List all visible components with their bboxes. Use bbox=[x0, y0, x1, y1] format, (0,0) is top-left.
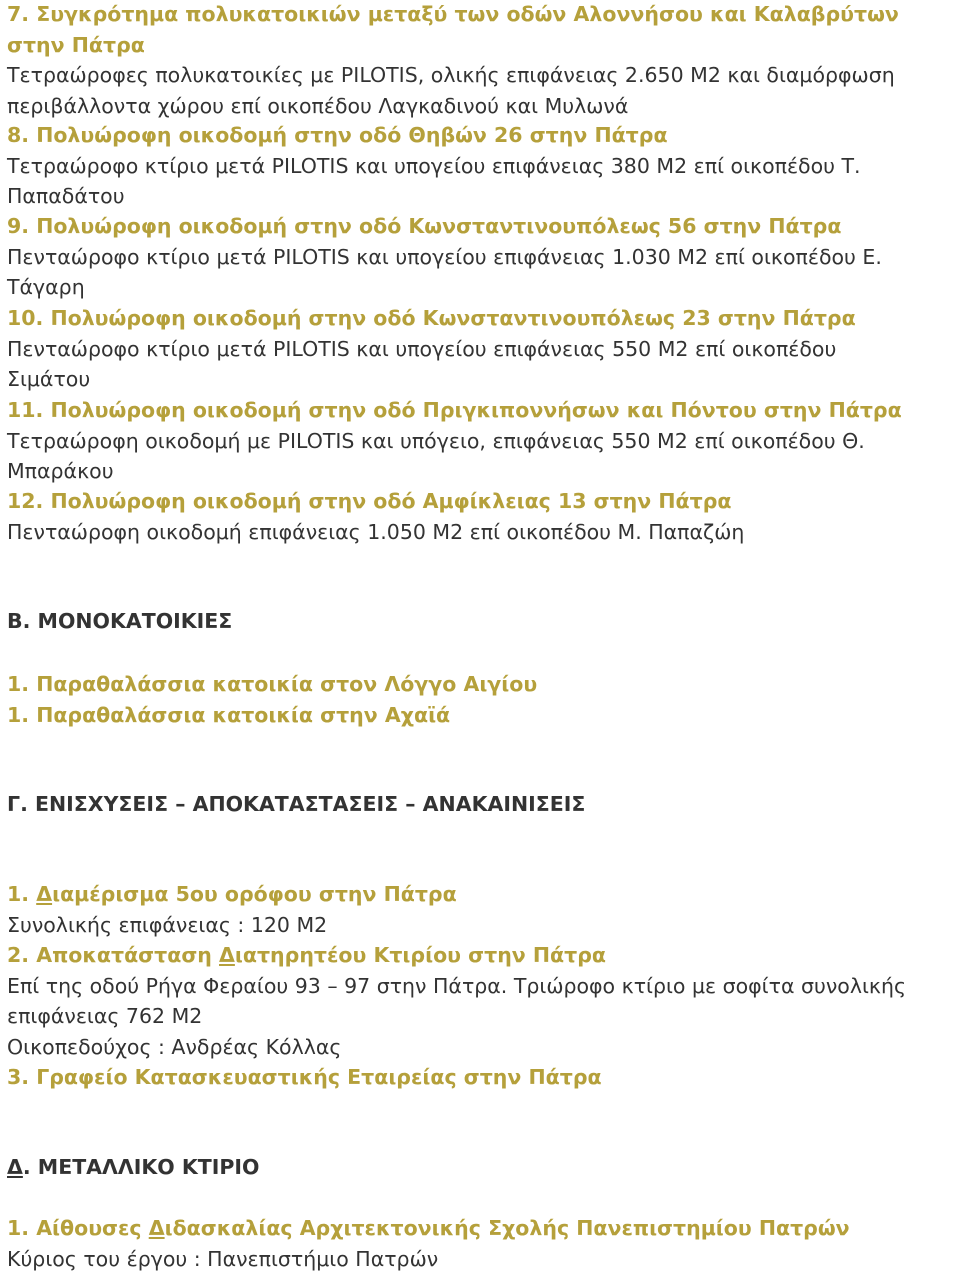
heading-dash: – bbox=[175, 792, 185, 816]
item-number: 1. bbox=[7, 882, 36, 906]
item-description: Τάγαρη bbox=[7, 272, 882, 303]
item-description: Τετραώροφες πολυκατοικίες με PILOTIS, ολικής επιφάνειας 2.650 Μ2 και διαμόρφωση bbox=[7, 60, 899, 91]
section-b-list bbox=[7, 669, 537, 730]
list-item-title bbox=[7, 940, 906, 971]
item-title: 11. Πολυώροφη οικοδομή στην οδό Πριγκιποννήσων και Πόντου στην Πάτρα bbox=[7, 395, 902, 426]
item-title: 7. Συγκρότημα πολυκατοικιών μεταξύ των οδών Αλοννήσου και Καλαβρύτων bbox=[7, 0, 899, 30]
list-item: 1. Παραθαλάσσια κατοικία στην Αχαϊά bbox=[7, 700, 537, 731]
section-heading-b: Β. ΜΟΝΟΚΑΤΟΙΚΙΕΣ bbox=[7, 606, 232, 637]
apartment-item-10 bbox=[7, 303, 856, 395]
item-description: Πενταώροφη οικοδομή επιφάνειας 1.050 Μ2 επί οικοπέδου Μ. Παπαζώη bbox=[7, 517, 744, 548]
heading-rest: . ΜΕΤΑΛΛΙΚΟ ΚΤΙΡΙΟ bbox=[23, 1155, 260, 1179]
item-description: Παπαδάτου bbox=[7, 181, 861, 212]
item-number: 2. bbox=[7, 943, 36, 967]
item-title: 12. Πολυώροφη οικοδομή στην οδό Αμφίκλειας 13 στην Πάτρα bbox=[7, 486, 744, 517]
heading-part: Γ. ΕΝΙΣΧΥΣΕΙΣ bbox=[7, 792, 175, 816]
item-description: Σιμάτου bbox=[7, 364, 856, 395]
list-item-title bbox=[7, 879, 906, 910]
apartment-item-12 bbox=[7, 486, 744, 547]
list-item: 1. Παραθαλάσσια κατοικία στον Λόγγο Αιγίου bbox=[7, 669, 537, 700]
item-title-before: Αποκατάσταση bbox=[36, 943, 219, 967]
list-item-title: 3. Γραφείο Κατασκευαστικής Εταιρείας στην Πάτρα bbox=[7, 1062, 906, 1093]
item-description: Οικοπεδούχος : Ανδρέας Κόλλας bbox=[7, 1032, 906, 1063]
apartment-item-11 bbox=[7, 395, 902, 487]
section-heading-c bbox=[7, 789, 585, 820]
item-title: 8. Πολυώροφη οικοδομή στην οδό Θηβών 26 στην Πάτρα bbox=[7, 120, 861, 151]
item-title-rest: ιατηρητέου Κτιρίου στην Πάτρα bbox=[235, 943, 606, 967]
underlined-letter: Δ bbox=[36, 882, 52, 906]
section-heading-d bbox=[7, 1152, 259, 1183]
item-description: Πενταώροφο κτίριο μετά PILOTIS και υπογείου επιφάνειας 550 Μ2 επί οικοπέδου bbox=[7, 334, 856, 365]
heading-part: ΑΠΟΚΑΤΑΣΤΑΣΕΙΣ bbox=[185, 792, 405, 816]
heading-part: ΑΝΑΚΑΙΝΙΣΕΙΣ bbox=[416, 792, 586, 816]
apartment-item-7 bbox=[7, 0, 899, 121]
item-description: Κύριος του έργου : Πανεπιστήμιο Πατρών bbox=[7, 1244, 850, 1274]
item-description: Τετραώροφο κτίριο μετά PILOTIS και υπογείου επιφάνειας 380 Μ2 επί οικοπέδου Τ. bbox=[7, 151, 861, 182]
heading-dash: – bbox=[405, 792, 415, 816]
item-description: επιφάνειας 762 Μ2 bbox=[7, 1001, 906, 1032]
section-d-list bbox=[7, 1213, 850, 1274]
item-title: 10. Πολυώροφη οικοδομή στην οδό Κωνσταντινουπόλεως 23 στην Πάτρα bbox=[7, 303, 856, 334]
apartment-item-8 bbox=[7, 120, 861, 212]
item-description: Μπαράκου bbox=[7, 456, 902, 487]
item-description: περιβάλλοντα χώρου επί οικοπέδου Λαγκαδινού και Μυλωνά bbox=[7, 91, 899, 122]
item-description: Πενταώροφο κτίριο μετά PILOTIS και υπογείου επιφάνειας 1.030 Μ2 επί οικοπέδου Ε. bbox=[7, 242, 882, 273]
item-title-rest: ιαμέρισμα 5ου ορόφου στην Πάτρα bbox=[52, 882, 457, 906]
item-description: Τετραώροφη οικοδομή με PILOTIS και υπόγειο, επιφάνειας 550 Μ2 επί οικοπέδου Θ. bbox=[7, 426, 902, 457]
underlined-letter: Δ bbox=[149, 1216, 165, 1240]
item-title: 9. Πολυώροφη οικοδομή στην οδό Κωνσταντινουπόλεως 56 στην Πάτρα bbox=[7, 211, 882, 242]
item-description: Συνολικής επιφάνειας : 120 Μ2 bbox=[7, 910, 906, 941]
list-item-title bbox=[7, 1213, 850, 1244]
underlined-letter: Δ bbox=[219, 943, 235, 967]
item-description: Επί της οδού Ρήγα Φεραίου 93 – 97 στην Πάτρα. Τριώροφο κτίριο με σοφίτα συνολικής bbox=[7, 971, 906, 1002]
item-title: στην Πάτρα bbox=[7, 30, 899, 61]
apartment-item-9 bbox=[7, 211, 882, 303]
item-title-before: 1. Αίθουσες bbox=[7, 1216, 149, 1240]
section-c-list bbox=[7, 879, 906, 1093]
underlined-letter: Δ bbox=[7, 1155, 23, 1179]
item-title-rest: ιδασκαλίας Αρχιτεκτονικής Σχολής Πανεπιστημίου Πατρών bbox=[165, 1216, 850, 1240]
